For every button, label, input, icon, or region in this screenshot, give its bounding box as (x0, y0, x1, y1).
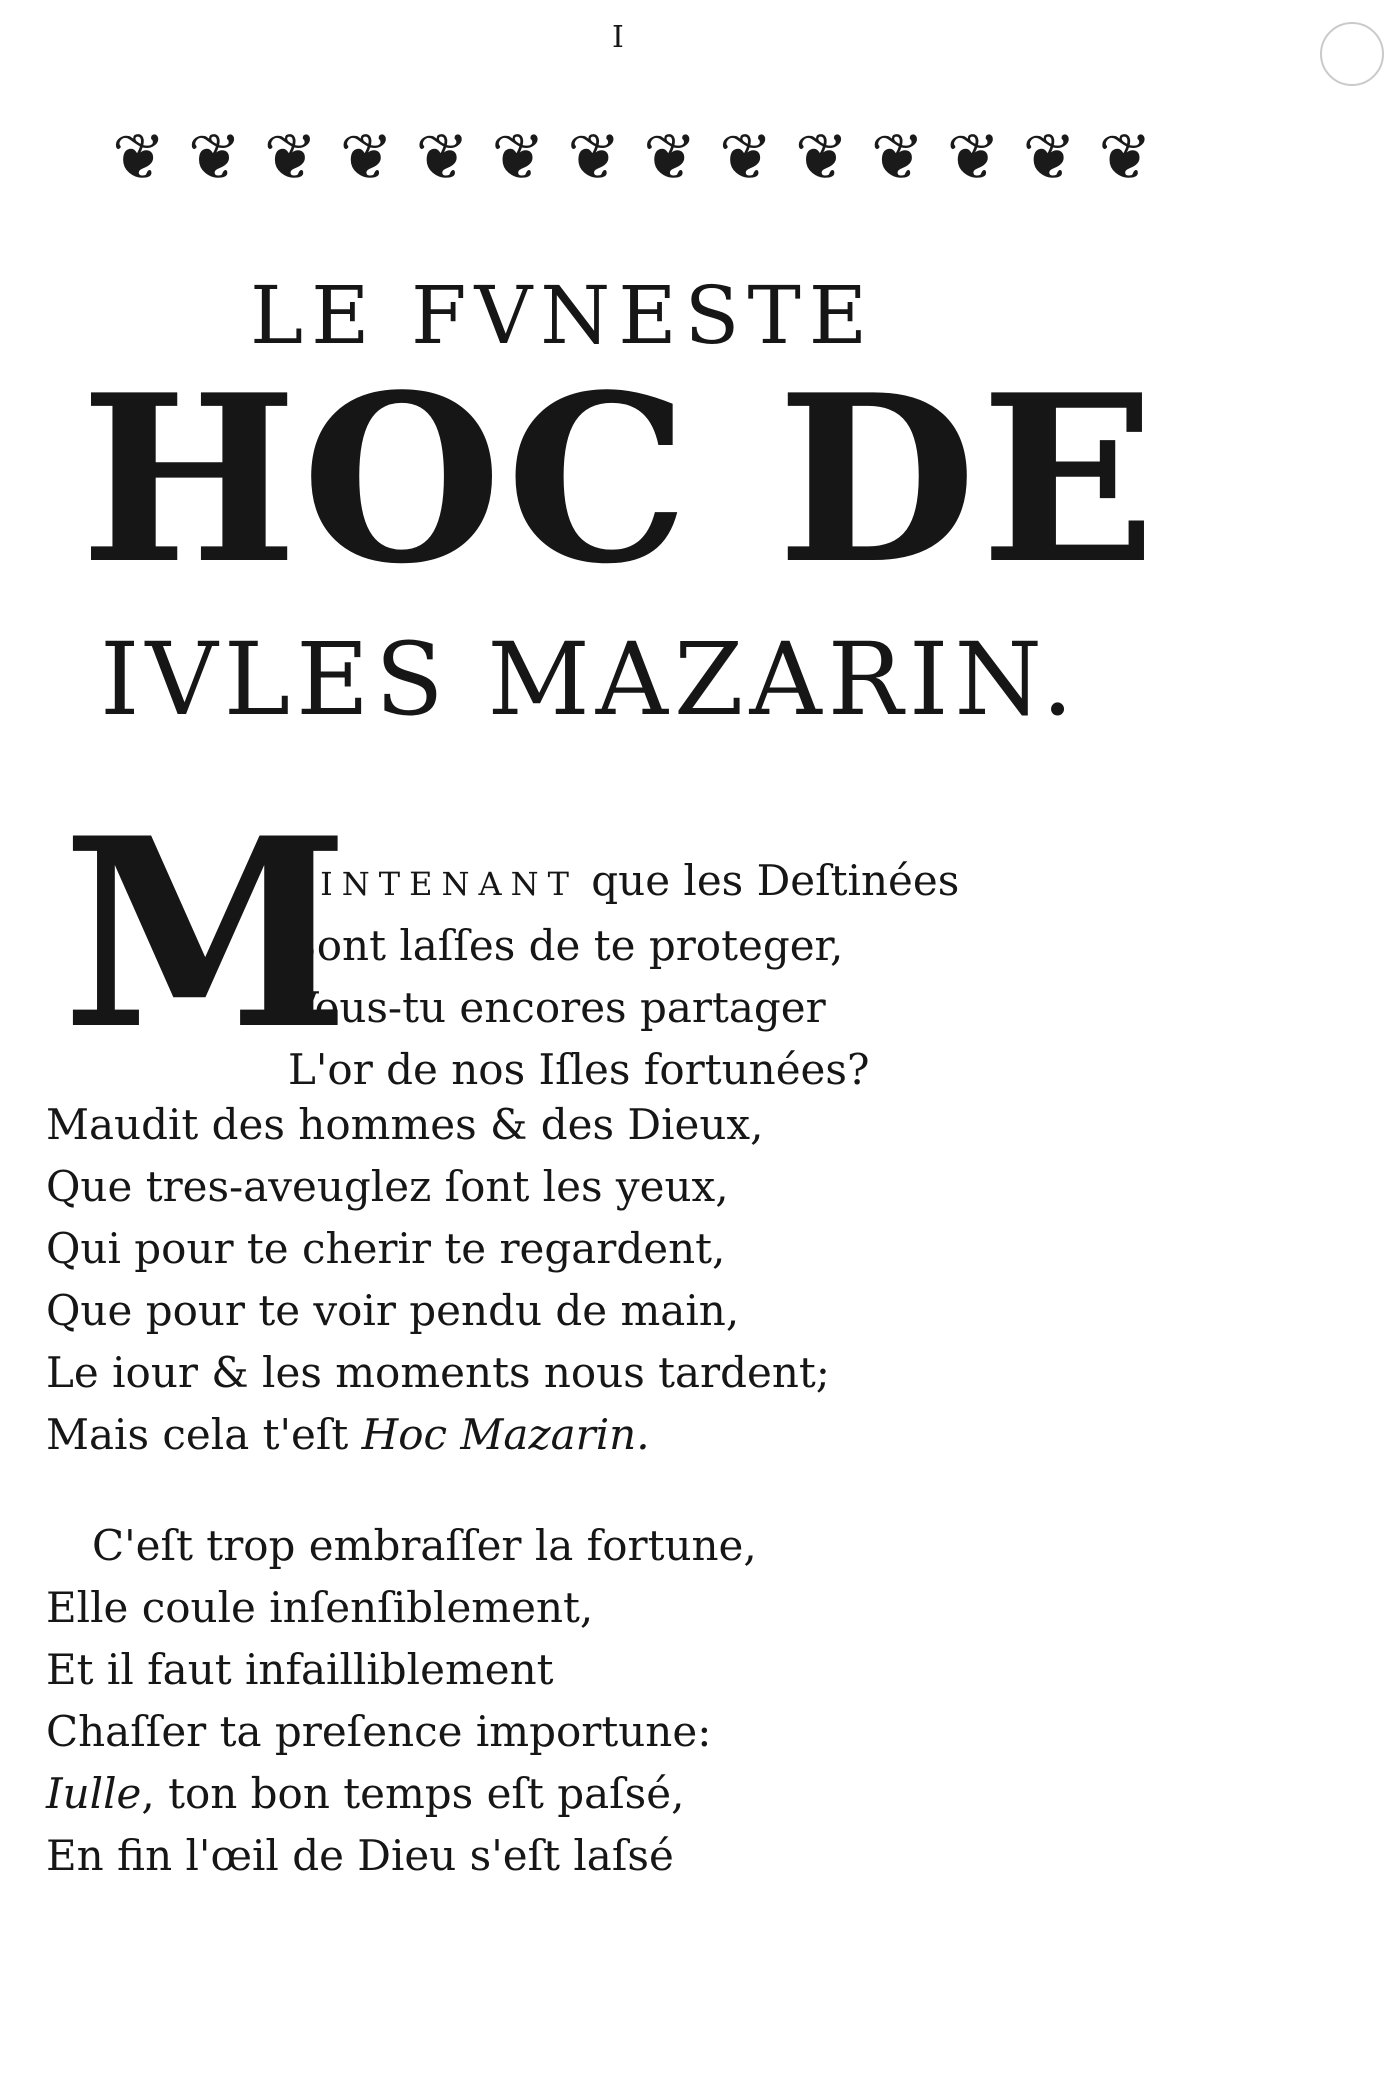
drop-capital: M (62, 782, 350, 1087)
title-line-le-funeste: LE FVNESTE (250, 269, 876, 362)
stanza-one-indented (288, 850, 1188, 1101)
verse-line: Que tres-aveuglez ſont les yeux, (46, 1162, 729, 1211)
verse-line: L'or de nos Iſles fortunées? (288, 1045, 870, 1094)
stanza-two (46, 1515, 1046, 1887)
fleuron-icon: ❦ (870, 121, 925, 195)
verse-line: C'eſt trop embraſſer la fortune, (92, 1521, 757, 1570)
fleuron-icon: ❦ (112, 121, 166, 195)
verse-line: Et il faut infailliblement (46, 1645, 554, 1694)
fleuron-icon: ❦ (491, 121, 545, 195)
verse-line: Le iour & les moments nous tardent; (46, 1348, 830, 1397)
fleuron-icon: ❦ (1022, 121, 1077, 195)
verse-line: En fin l'œil de Dieu s'eſt laſsé (46, 1831, 674, 1880)
verse-text: que les Deſtinées (577, 856, 960, 905)
fleuron-icon: ❦ (719, 121, 773, 195)
fleuron-icon: ❦ (794, 121, 849, 195)
verse-line (46, 1404, 1046, 1466)
fleuron-icon: ❦ (263, 121, 318, 195)
fleuron-ornament-band (112, 88, 1152, 228)
verse-line: Chaſſer ta preſence importune: (46, 1707, 712, 1756)
verse-line (46, 1763, 1046, 1825)
fleuron-icon: ❦ (187, 121, 242, 195)
page-number: I (612, 20, 624, 55)
fleuron-icon: ❦ (643, 121, 697, 195)
small-caps-word: AINTENANT (288, 865, 578, 903)
verse-line: Sont laſſes de te proteger, (288, 921, 844, 970)
stanza-one-continued (46, 1094, 1046, 1466)
verse-line: Veus-tu encores partager (288, 983, 826, 1032)
fleuron-icon: ❦ (567, 121, 621, 195)
library-stamp-mark (1320, 22, 1384, 86)
italic-refrain: Hoc Mazarin. (361, 1410, 650, 1459)
fleuron-icon: ❦ (946, 121, 1001, 195)
verse-text: , ton bon temps eſt paſsé, (141, 1769, 685, 1818)
fleuron-icon: ❦ (1098, 121, 1152, 195)
verse-text: Mais cela t'eſt (46, 1410, 362, 1459)
fleuron-icon: ❦ (339, 121, 394, 195)
verse-line: Que pour te voir pendu de main, (46, 1286, 740, 1335)
verse-line: Qui pour te cherir te regardent, (46, 1224, 726, 1273)
verse-line: Maudit des hommes & des Dieux, (46, 1100, 764, 1149)
verse-line: Elle coule inſenſiblement, (46, 1583, 594, 1632)
title-line-hoc-de: HOC DE (80, 345, 1160, 615)
fleuron-icon: ❦ (415, 121, 470, 195)
verse-line (288, 850, 1188, 915)
italic-name: Iulle (46, 1769, 142, 1818)
title-line-iules-mazarin: IVLES MAZARIN. (100, 621, 1080, 738)
